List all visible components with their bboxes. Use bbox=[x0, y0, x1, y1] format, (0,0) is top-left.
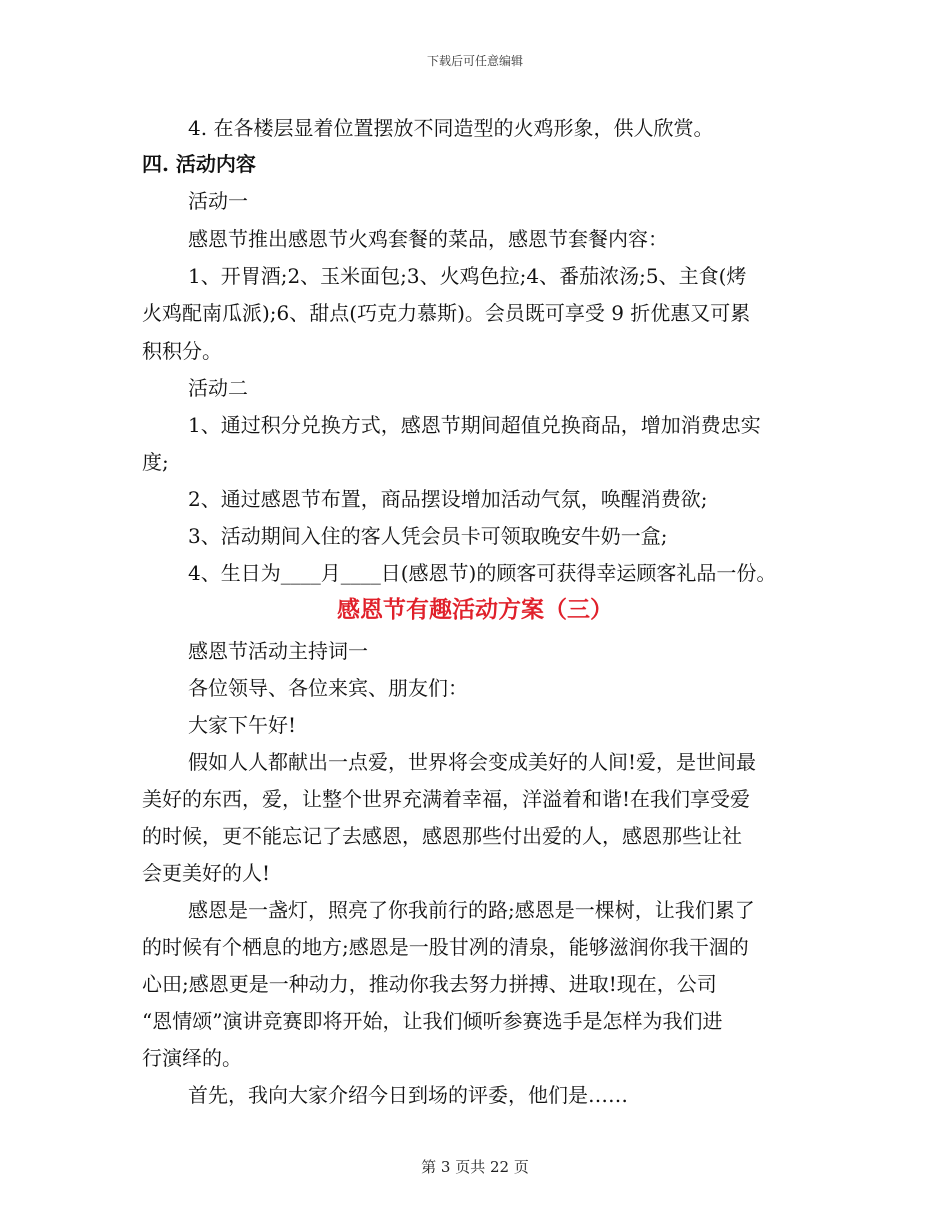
text-line: 活动二 bbox=[188, 376, 248, 400]
text-line: 的时候有个栖息的地方;感恩是一股甘冽的清泉，能够滋润你我干涸的 bbox=[142, 935, 749, 959]
document-title: 感恩节有趣活动方案（三） bbox=[337, 596, 613, 623]
text-line: 4. 在各楼层显着位置摆放不同造型的火鸡形象，供人欣赏。 bbox=[188, 116, 714, 140]
text-line: 首先，我向大家介绍今日到场的评委，他们是…… bbox=[188, 1083, 628, 1107]
text-line: 大家下午好! bbox=[188, 713, 297, 737]
text-line: 假如人人都献出一点爱，世界将会变成美好的人间!爱，是世间最 bbox=[188, 750, 757, 774]
text-line: 积积分。 bbox=[142, 339, 222, 363]
page-header: 下载后可任意编辑 bbox=[426, 54, 523, 68]
text-line: 1、通过积分兑换方式，感恩节期间超值兑换商品，增加消费忠实 bbox=[188, 413, 761, 437]
text-line: 美好的东西，爱，让整个世界充满着幸福，洋溢着和谐!在我们享受爱 bbox=[142, 787, 751, 811]
page-footer: 第 3 页共 22 页 bbox=[421, 1158, 529, 1176]
section-heading: 四. 活动内容 bbox=[142, 152, 256, 176]
text-line: 感恩节推出感恩节火鸡套餐的菜品，感恩节套餐内容： bbox=[188, 227, 668, 251]
text-line: 心田;感恩更是一种动力，推动你我去努力拼搏、进取!现在，公司 bbox=[142, 972, 717, 996]
text-line: 活动一 bbox=[188, 189, 248, 213]
text-line: 行演绎的。 bbox=[142, 1046, 242, 1070]
text-line: 的时候，更不能忘记了去感恩，感恩那些付出爱的人，感恩那些让社 bbox=[142, 824, 742, 848]
text-line: “恩情颂”演讲竞赛即将开始，让我们倾听参赛选手是怎样为我们进 bbox=[142, 1009, 723, 1033]
text-line: 感恩是一盏灯，照亮了你我前行的路;感恩是一棵树，让我们累了 bbox=[188, 898, 755, 922]
text-line: 度; bbox=[142, 450, 169, 474]
text-line: 4、生日为____月____日(感恩节)的顾客可获得幸运顾客礼品一份。 bbox=[188, 561, 777, 585]
text-line: 2、通过感恩节布置，商品摆设增加活动气氛，唤醒消费欲; bbox=[188, 487, 708, 511]
text-line: 火鸡配南瓜派);6、甜点(巧克力慕斯)。会员既可享受 9 折优惠又可累 bbox=[142, 301, 751, 325]
text-line: 1、开胃酒;2、玉米面包;3、火鸡色拉;4、番茄浓汤;5、主食(烤 bbox=[188, 264, 747, 288]
text-line: 3、活动期间入住的客人凭会员卡可领取晚安牛奶一盒; bbox=[188, 524, 668, 548]
text-line: 各位领导、各位来宾、朋友们： bbox=[188, 676, 468, 700]
text-line: 感恩节活动主持词一 bbox=[188, 639, 368, 663]
text-line: 会更美好的人! bbox=[142, 861, 271, 885]
